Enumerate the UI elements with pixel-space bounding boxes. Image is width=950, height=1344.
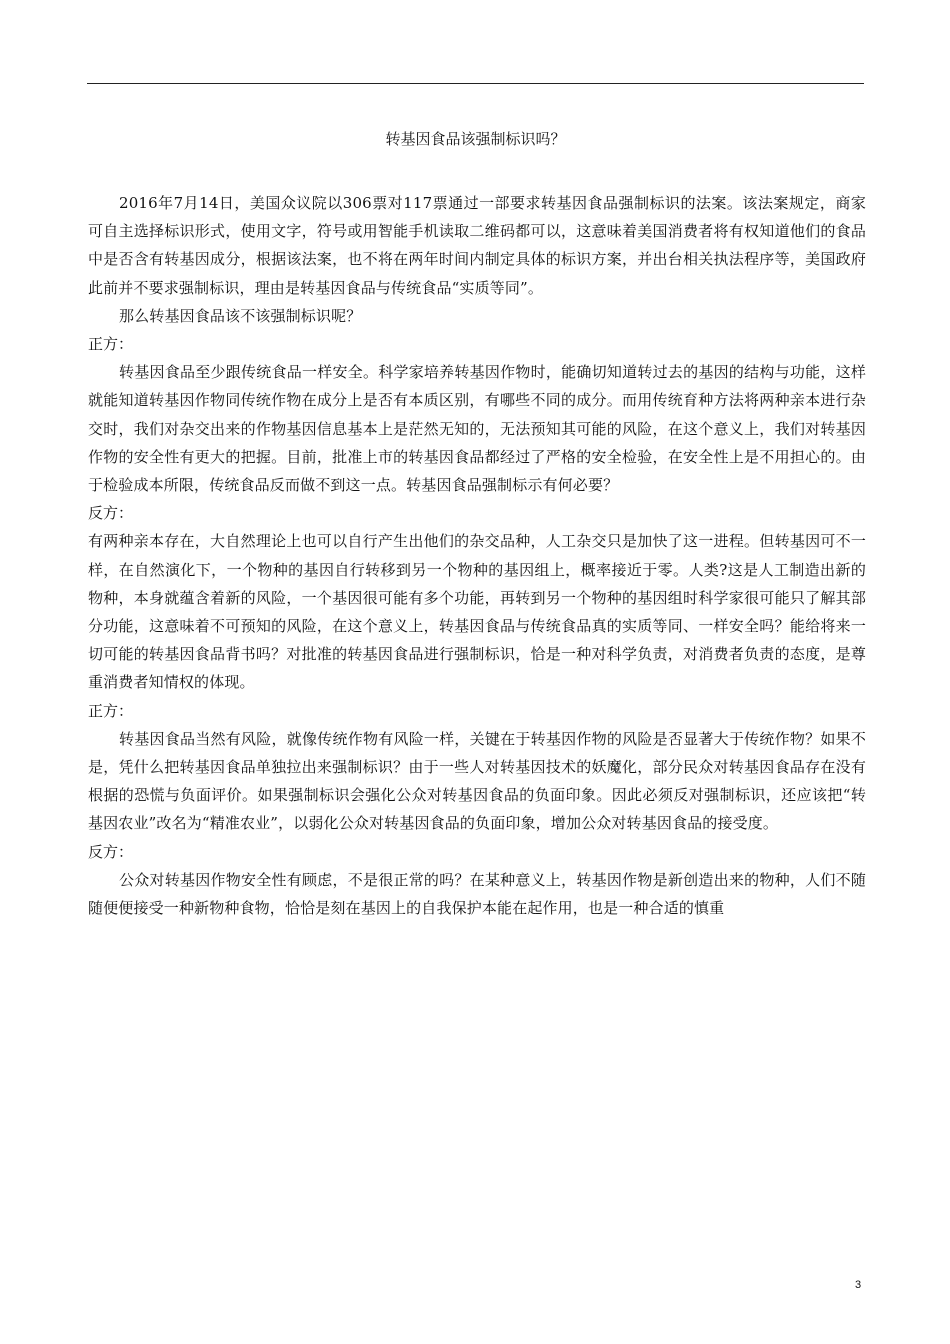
document-body (88, 189, 866, 922)
affirmative-argument-1: 转基因食品至少跟传统食品一样安全。科学家培养转基因作物时，能确切知道转过去的基因的结构与功能，这样就能知道转基因作物同传统作物在成分上是否有本质区别，有哪些不同的成分。而用传统育种方法将两种亲本进行杂交时，我们对杂交出来的作物基因信息基本上是茫然无知的，无法预知其可能的风险，在这个意义上，我们对转基因作物的安全性有更大的把握。目前，批准上市的转基因食品都经过了严格的安全检验，在安全性上是不用担心的。由于检验成本所限，传统食品反而做不到这一点。转基因食品强制标示有何必要？ (88, 363, 866, 495)
intro-paragraph: 2016年7月14日，美国众议院以306票对117票通过一部要求转基因食品强制标识的法案。该法案规定，商家可自主选择标识形式，使用文字，符号或用智能手机读取二维码都可以，这意味着美国消费者将有权知道他们的食品中是否含有转基因成分，根据该法案，也不将在两年时间内制定具体的标识方案，并出台相关执法程序等，美国政府此前并不要求强制标识，理由是转基因食品与传统食品“实质等同”。 (88, 194, 866, 297)
speaker-label-affirmative: 正方： (88, 335, 134, 354)
speaker-label-negative: 反方： (88, 504, 134, 523)
affirmative-argument-2: 转基因食品当然有风险，就像传统作物有风险一样，关键在于转基因作物的风险是否显著大于传统作物？如果不是，凭什么把转基因食品单独拉出来强制标识？由于一些人对转基因技术的妖魔化，部分民众对转基因食品存在没有根据的恐慌与负面评价。如果强制标识会强化公众对转基因食品的负面印象。因此必须反对强制标识，还应该把“转基因农业”改名为“精准农业”，以弱化公众对转基因食品的负面印象，增加公众对转基因食品的接受度。 (88, 729, 866, 833)
negative-argument-2: 公众对转基因作物安全性有顾虑，不是很正常的吗？在某种意义上，转基因作物是新创造出来的物种，人们不随随便便接受一种新物种食物，恰恰是刻在基因上的自我保护本能在起作用，也是一种合适的慎重 (88, 870, 866, 918)
speaker-label-negative: 反方： (88, 842, 134, 861)
negative-argument-1: 有两种亲本存在，大自然理论上也可以自行产生出他们的杂交品种，人工杂交只是加快了这一进程。但转基因可不一样，在自然演化下，一个物种的基因自行转移到另一个物种的基因组上，概率接近于零。人类?这是人工制造出新的物种，本身就蕴含着新的风险，一个基因很可能有多个功能，再转到另一个物种的基因组时科学家很可能只了解其部分功能，这意味着不可预知的风险，在这个意义上，转基因食品与传统食品真的实质等同、一样安全吗？能给将来一切可能的转基因食品背书吗？对批准的转基因食品进行强制标识，恰是一种对科学负责，对消费者负责的态度，是尊重消费者知情权的体现。 (88, 532, 866, 692)
speaker-label-affirmative: 正方： (88, 701, 134, 720)
question-paragraph: 那么转基因食品该不该强制标识呢？ (119, 306, 362, 325)
page-number: 3 (855, 1279, 862, 1291)
document-title: 转基因食品该强制标识吗？ (385, 130, 566, 148)
header-rule (87, 83, 864, 84)
